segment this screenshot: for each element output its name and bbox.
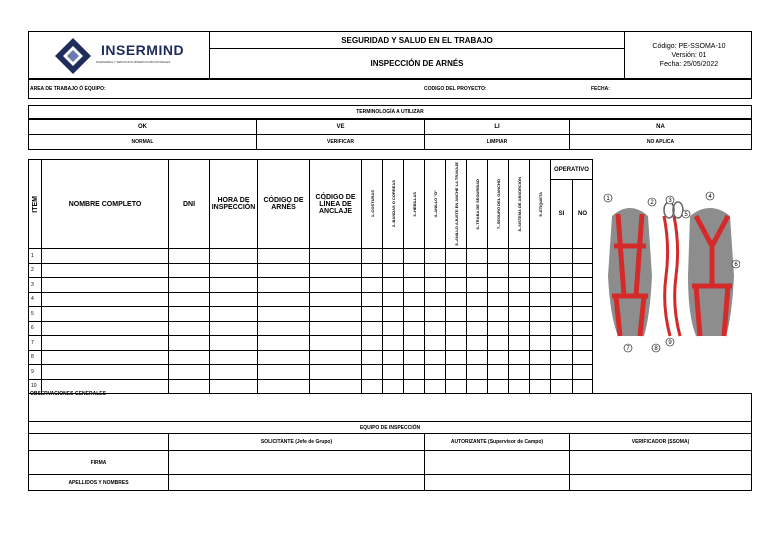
- row-cell[interactable]: [169, 249, 210, 264]
- row-number: 8: [29, 350, 42, 365]
- col-codigo-linea: CÓDIGO DE LÍNEA DE ANCLAJE: [310, 160, 362, 249]
- row-cell[interactable]: [488, 278, 509, 293]
- insermind-logo-icon: [53, 36, 93, 76]
- doc-version: Versión: 01: [671, 52, 707, 59]
- table-row: [29, 379, 755, 394]
- row-cell[interactable]: [530, 336, 551, 351]
- row-cell[interactable]: [258, 278, 310, 293]
- row-cell[interactable]: [551, 336, 573, 351]
- row-cell[interactable]: [551, 321, 573, 336]
- row-cell[interactable]: [362, 249, 383, 264]
- row-cell[interactable]: [169, 292, 210, 307]
- row-cell[interactable]: [362, 350, 383, 365]
- term-code-ok: OK: [28, 119, 257, 135]
- row-cell[interactable]: [383, 321, 404, 336]
- row-cell[interactable]: [509, 336, 530, 351]
- row-cell[interactable]: [383, 278, 404, 293]
- row-number: 5: [29, 307, 42, 322]
- row-cell[interactable]: [425, 278, 446, 293]
- row-cell[interactable]: [383, 292, 404, 307]
- row-cell[interactable]: [310, 350, 362, 365]
- apellidos-autorizante-field[interactable]: [424, 474, 570, 491]
- area-label: AREA DE TRABAJO Ó EQUIPO:: [30, 86, 106, 92]
- project-code-label: CODIGO DEL PROYECTO:: [424, 86, 487, 92]
- row-cell[interactable]: [446, 292, 467, 307]
- col-operativo: OPERATIVO: [551, 160, 593, 180]
- row-cell[interactable]: [169, 263, 210, 278]
- row-cell[interactable]: [446, 379, 467, 394]
- row-cell[interactable]: [488, 263, 509, 278]
- row-cell[interactable]: [258, 365, 310, 380]
- row-cell[interactable]: [404, 321, 425, 336]
- row-cell[interactable]: [42, 365, 169, 380]
- row-cell[interactable]: [425, 292, 446, 307]
- row-cell[interactable]: [258, 292, 310, 307]
- row-cell[interactable]: [488, 292, 509, 307]
- logo-box: [28, 31, 210, 79]
- row-cell[interactable]: [169, 307, 210, 322]
- row-cell[interactable]: [169, 350, 210, 365]
- firma-verificador-field[interactable]: [569, 450, 752, 475]
- harness-illustration: [600, 186, 740, 356]
- row-cell[interactable]: [446, 307, 467, 322]
- row-number: 4: [29, 292, 42, 307]
- row-cell[interactable]: [210, 350, 258, 365]
- row-cell[interactable]: [383, 336, 404, 351]
- row-cell[interactable]: [488, 350, 509, 365]
- row-cell[interactable]: [362, 278, 383, 293]
- table-row: [29, 365, 755, 380]
- row-cell[interactable]: [551, 379, 573, 394]
- row-cell[interactable]: [425, 307, 446, 322]
- row-cell[interactable]: [310, 307, 362, 322]
- col-check-7: 7.-SEGURO DEL GANCHO: [488, 160, 509, 249]
- col-item: ITEM: [29, 160, 42, 249]
- row-cell[interactable]: [42, 292, 169, 307]
- row-cell[interactable]: [210, 336, 258, 351]
- row-cell[interactable]: [169, 336, 210, 351]
- row-cell[interactable]: [210, 307, 258, 322]
- row-cell[interactable]: [551, 263, 573, 278]
- row-cell[interactable]: [573, 249, 593, 264]
- col-check-2: 2.-BANDAS O CORREAS: [383, 160, 404, 249]
- callout-3: 3: [668, 198, 672, 204]
- row-cell[interactable]: [488, 336, 509, 351]
- row-cell[interactable]: [509, 350, 530, 365]
- row-cell[interactable]: [362, 321, 383, 336]
- row-cell[interactable]: [425, 350, 446, 365]
- row-cell[interactable]: [169, 365, 210, 380]
- callout-5: 5: [684, 212, 688, 218]
- row-cell[interactable]: [446, 249, 467, 264]
- row-cell[interactable]: [573, 365, 593, 380]
- firma-solicitante-field[interactable]: [168, 450, 425, 475]
- row-cell[interactable]: [573, 336, 593, 351]
- company-subtitle: INGENIERIA Y SERVICIOS MINEROS INDUSTRIALES: [95, 60, 171, 64]
- row-cell[interactable]: [42, 336, 169, 351]
- row-cell[interactable]: [258, 263, 310, 278]
- row-cell[interactable]: [404, 263, 425, 278]
- row-cell[interactable]: [383, 350, 404, 365]
- row-cell[interactable]: [425, 365, 446, 380]
- row-cell[interactable]: [425, 321, 446, 336]
- row-cell[interactable]: [467, 263, 488, 278]
- term-code-na: NA: [569, 119, 752, 135]
- doc-subtitle: INSPECCIÓN DE ARNÉS: [209, 48, 625, 79]
- col-hora: HORA DE INSPECCIÓN: [210, 160, 258, 249]
- row-cell[interactable]: [446, 350, 467, 365]
- row-cell[interactable]: [509, 379, 530, 394]
- callout-2: 2: [650, 200, 654, 206]
- row-number: 9: [29, 365, 42, 380]
- row-cell[interactable]: [509, 249, 530, 264]
- row-cell[interactable]: [404, 307, 425, 322]
- col-codigo-arnes: CÓDIGO DE ARNÉS: [258, 160, 310, 249]
- row-cell[interactable]: [310, 249, 362, 264]
- row-cell[interactable]: [467, 292, 488, 307]
- row-cell[interactable]: [488, 321, 509, 336]
- row-cell[interactable]: [551, 249, 573, 264]
- row-cell[interactable]: [210, 365, 258, 380]
- row-cell[interactable]: [383, 249, 404, 264]
- row-cell[interactable]: [169, 278, 210, 293]
- row-cell[interactable]: [446, 336, 467, 351]
- col-check-8: 8.-SISTEMA DE ABSORCIÓN: [509, 160, 530, 249]
- col-check-5: 5.-ANILLO AJUSTE EN ANCHE LA TRAVAJE: [446, 160, 467, 249]
- row-cell[interactable]: [310, 292, 362, 307]
- callout-7: 7: [626, 346, 630, 352]
- col-check-3: 3.-HEBILLAS: [404, 160, 425, 249]
- row-cell[interactable]: [446, 278, 467, 293]
- row-cell[interactable]: [551, 278, 573, 293]
- row-cell[interactable]: [404, 379, 425, 394]
- row-cell[interactable]: [530, 307, 551, 322]
- verificador-header: VERIFICADOR (SSOMA): [569, 433, 752, 451]
- row-cell[interactable]: [383, 379, 404, 394]
- row-number: 2: [29, 263, 42, 278]
- row-cell[interactable]: [362, 292, 383, 307]
- row-cell[interactable]: [169, 321, 210, 336]
- row-number: 10: [29, 379, 42, 394]
- row-cell[interactable]: [258, 307, 310, 322]
- callout-4: 4: [708, 194, 712, 200]
- firma-autorizante-field[interactable]: [424, 450, 570, 475]
- row-cell[interactable]: [509, 292, 530, 307]
- row-cell[interactable]: [530, 263, 551, 278]
- row-cell[interactable]: [467, 350, 488, 365]
- row-cell[interactable]: [258, 350, 310, 365]
- col-check-6: 6.-TRABA DE SEGURIDAD: [467, 160, 488, 249]
- col-check-4: 4.-ANILLO "D": [425, 160, 446, 249]
- row-cell[interactable]: [404, 365, 425, 380]
- row-cell[interactable]: [210, 263, 258, 278]
- row-cell[interactable]: [310, 263, 362, 278]
- row-number: 6: [29, 321, 42, 336]
- row-cell[interactable]: [446, 365, 467, 380]
- row-cell[interactable]: [509, 321, 530, 336]
- harness-front-figure: [608, 208, 652, 336]
- doc-meta: [624, 31, 752, 79]
- row-cell[interactable]: [551, 292, 573, 307]
- col-dni: DNI: [169, 160, 210, 249]
- callout-6: 6: [734, 262, 738, 268]
- term-code-ve: VE: [256, 119, 425, 135]
- apellidos-solicitante-field[interactable]: [168, 474, 425, 491]
- row-cell[interactable]: [210, 292, 258, 307]
- solicitante-header: SOLICITANTE (Jefe de Grupo): [168, 433, 425, 451]
- row-cell[interactable]: [404, 350, 425, 365]
- row-cell[interactable]: [446, 321, 467, 336]
- footer-blank-header: [28, 433, 169, 451]
- row-cell[interactable]: [530, 379, 551, 394]
- col-no: NO: [573, 180, 593, 249]
- row-cell[interactable]: [530, 249, 551, 264]
- row-cell[interactable]: [383, 307, 404, 322]
- doc-title: SEGURIDAD Y SALUD EN EL TRABAJO: [209, 31, 625, 49]
- row-cell[interactable]: [509, 263, 530, 278]
- row-cell[interactable]: [551, 365, 573, 380]
- autorizante-header: AUTORIZANTE (Supervisor de Campo): [424, 433, 570, 451]
- row-number: 1: [29, 249, 42, 264]
- row-cell[interactable]: [310, 379, 362, 394]
- row-cell[interactable]: [42, 263, 169, 278]
- apellidos-verificador-field[interactable]: [569, 474, 752, 491]
- row-cell[interactable]: [362, 336, 383, 351]
- lanyard-figure: [664, 202, 683, 336]
- term-meaning-ve: VERIFICAR: [256, 134, 425, 150]
- row-cell[interactable]: [467, 249, 488, 264]
- row-cell[interactable]: [210, 321, 258, 336]
- row-cell[interactable]: [362, 307, 383, 322]
- company-name: INSERMIND: [101, 42, 185, 58]
- row-cell[interactable]: [425, 336, 446, 351]
- row-cell[interactable]: [488, 365, 509, 380]
- col-name: NOMBRE COMPLETO: [42, 160, 169, 249]
- row-cell[interactable]: [210, 249, 258, 264]
- observaciones-box[interactable]: [28, 393, 752, 422]
- row-cell[interactable]: [425, 263, 446, 278]
- row-cell[interactable]: [488, 249, 509, 264]
- row-cell[interactable]: [530, 350, 551, 365]
- row-number: 7: [29, 336, 42, 351]
- row-cell[interactable]: [42, 307, 169, 322]
- row-cell[interactable]: [42, 278, 169, 293]
- row-cell[interactable]: [551, 350, 573, 365]
- col-check-1: 1.-COSTURAS: [362, 160, 383, 249]
- row-cell[interactable]: [488, 307, 509, 322]
- row-cell[interactable]: [310, 365, 362, 380]
- col-check-9: 9.-ETIQUETA: [530, 160, 551, 249]
- row-cell[interactable]: [404, 278, 425, 293]
- callout-1: 1: [606, 196, 610, 202]
- term-meaning-na: NO APLICA: [569, 134, 752, 150]
- row-cell[interactable]: [573, 263, 593, 278]
- row-cell[interactable]: [362, 263, 383, 278]
- observaciones-label: OBSERVACIONES GENERALES: [30, 391, 106, 397]
- row-cell[interactable]: [210, 379, 258, 394]
- row-cell[interactable]: [258, 249, 310, 264]
- firma-label: FIRMA: [28, 450, 169, 475]
- doc-date: Fecha: 25/05/2022: [659, 61, 719, 68]
- row-cell[interactable]: [573, 379, 593, 394]
- row-cell[interactable]: [467, 307, 488, 322]
- row-cell[interactable]: [310, 278, 362, 293]
- row-cell[interactable]: [509, 365, 530, 380]
- terminology-title: TERMINOLOGÍA A UTILIZAR: [28, 105, 752, 119]
- row-cell[interactable]: [42, 249, 169, 264]
- doc-code: Código: PE-SSOMA-10: [652, 43, 726, 50]
- term-code-li: LI: [424, 119, 570, 135]
- row-cell[interactable]: [362, 365, 383, 380]
- row-cell[interactable]: [42, 321, 169, 336]
- row-cell[interactable]: [573, 292, 593, 307]
- row-cell[interactable]: [467, 321, 488, 336]
- row-cell[interactable]: [467, 278, 488, 293]
- row-number: 3: [29, 278, 42, 293]
- row-cell[interactable]: [383, 365, 404, 380]
- col-si: SI: [551, 180, 573, 249]
- row-cell[interactable]: [404, 249, 425, 264]
- row-cell[interactable]: [573, 321, 593, 336]
- row-cell[interactable]: [210, 278, 258, 293]
- harness-diagram: [600, 186, 740, 356]
- info-row: [28, 79, 752, 99]
- row-cell[interactable]: [530, 278, 551, 293]
- term-meaning-li: LIMPIAR: [424, 134, 570, 150]
- row-cell[interactable]: [573, 278, 593, 293]
- row-cell[interactable]: [509, 307, 530, 322]
- harness-back-figure: [688, 208, 734, 336]
- row-cell[interactable]: [573, 350, 593, 365]
- callout-9: 9: [668, 340, 672, 346]
- row-cell[interactable]: [573, 307, 593, 322]
- row-cell[interactable]: [42, 350, 169, 365]
- row-cell[interactable]: [551, 307, 573, 322]
- term-meaning-ok: NORMAL: [28, 134, 257, 150]
- row-cell[interactable]: [404, 292, 425, 307]
- row-cell[interactable]: [488, 379, 509, 394]
- row-cell[interactable]: [446, 263, 467, 278]
- date-label: FECHA:: [591, 86, 610, 92]
- equipo-title: EQUIPO DE INSPECCIÓN: [28, 421, 752, 434]
- row-cell[interactable]: [310, 336, 362, 351]
- row-cell[interactable]: [467, 336, 488, 351]
- row-cell[interactable]: [425, 379, 446, 394]
- row-cell[interactable]: [404, 336, 425, 351]
- row-cell[interactable]: [258, 321, 310, 336]
- row-cell[interactable]: [467, 379, 488, 394]
- apellidos-label: APELLIDOS Y NOMBRES: [28, 474, 169, 491]
- callout-8: 8: [654, 346, 658, 352]
- row-cell[interactable]: [383, 263, 404, 278]
- row-cell[interactable]: [467, 365, 488, 380]
- row-cell[interactable]: [530, 292, 551, 307]
- row-cell[interactable]: [425, 249, 446, 264]
- row-cell[interactable]: [310, 321, 362, 336]
- row-cell[interactable]: [258, 336, 310, 351]
- row-cell[interactable]: [509, 278, 530, 293]
- row-cell[interactable]: [362, 379, 383, 394]
- row-cell[interactable]: [530, 321, 551, 336]
- row-cell[interactable]: [169, 379, 210, 394]
- row-cell[interactable]: [258, 379, 310, 394]
- row-cell[interactable]: [530, 365, 551, 380]
